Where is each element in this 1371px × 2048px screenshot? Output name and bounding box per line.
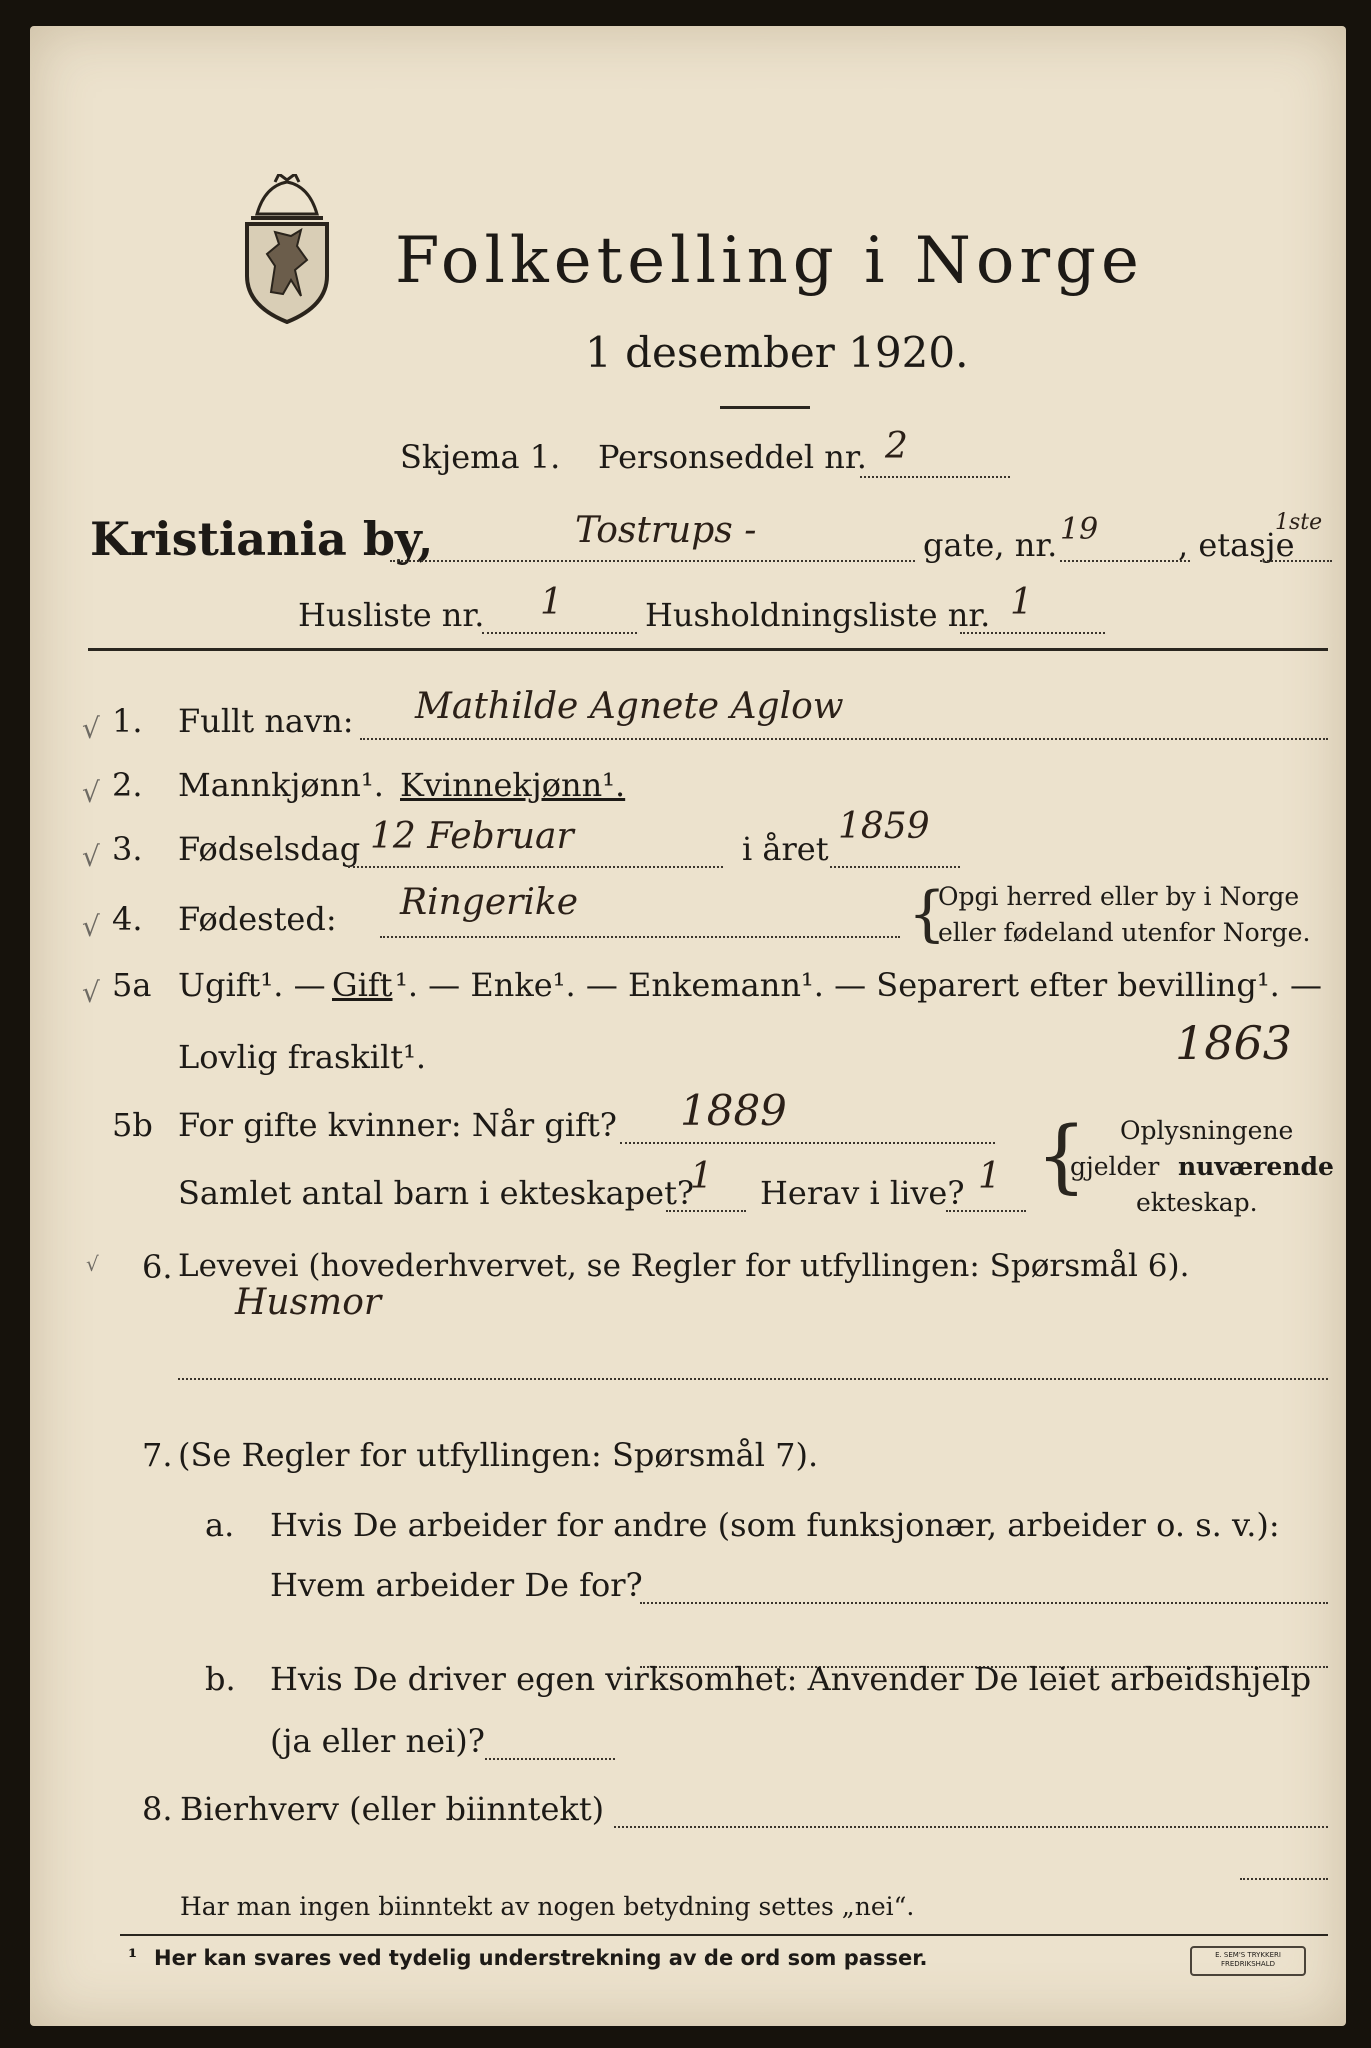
q5b-note-line1: Oplysningene	[1120, 1116, 1294, 1145]
personseddel-label: Personseddel nr.	[598, 438, 867, 476]
q7b-text: Hvis De driver egen virksomhet: Anvender De leiet arbeidshjelp	[270, 1660, 1312, 1698]
q8-line1	[614, 1826, 1328, 1828]
q7a-sub-label: Hvem arbeider De for?	[270, 1566, 643, 1604]
q4-note-line1: Opgi herred eller by i Norge	[938, 882, 1300, 911]
q8-label: Bierhverv (eller biinntekt)	[180, 1790, 605, 1828]
form-title: Folketelling i Norge	[395, 224, 1144, 298]
q4-brace: {	[908, 879, 947, 949]
q2-number: 2.	[112, 766, 143, 804]
q2-male-option: Mannkjønn¹.	[178, 766, 384, 804]
q5b-children-label: Samlet antal barn i ekteskapet?	[178, 1174, 695, 1212]
schema-label: Skjema 1.	[400, 438, 561, 476]
city-label: Kristiania by,	[90, 512, 434, 566]
q3-label: Fødselsdag	[178, 830, 361, 868]
q5b-number: 5b	[112, 1106, 153, 1144]
etasje-value: 1ste	[1275, 510, 1323, 535]
q1-line	[360, 738, 1328, 740]
q5a-number: 5a	[112, 966, 152, 1004]
footnote-text: Her kan svares ved tydelig understrekning av de ord som passer.	[154, 1946, 928, 1970]
q5b-children-value: 1	[690, 1156, 713, 1197]
q6-number: 6.	[142, 1248, 173, 1286]
norwegian-coat-of-arms-icon	[235, 174, 339, 324]
q8-note: Har man ingen biinntekt av nogen betydning settes „nei“.	[180, 1892, 915, 1921]
q3-birthday-value: 12 Februar	[370, 816, 574, 857]
q4-birthplace-value: Ringerike	[400, 882, 578, 923]
q5a-margin-annotation: 1863	[1175, 1016, 1293, 1070]
q4-line	[380, 936, 900, 938]
q1-name-value: Mathilde Agnete Aglow	[415, 686, 844, 727]
husholdning-value: 1	[1010, 582, 1033, 623]
q3-number: 3.	[112, 830, 143, 868]
number-line	[1060, 560, 1190, 562]
etasje-label: , etasje	[1178, 526, 1295, 564]
q6-label: Levevei (hovederhvervet, se Regler for utfyllingen: Spørsmål 6).	[178, 1248, 1190, 1284]
husliste-value: 1	[540, 582, 563, 623]
q7b-letter: b.	[205, 1660, 236, 1698]
q4-label: Fødested:	[178, 900, 337, 938]
personseddel-value: 2	[885, 426, 908, 467]
q7-number: 7.	[142, 1436, 173, 1474]
husholdning-line	[960, 632, 1105, 634]
q2-female-option: Kvinnekjønn¹.	[400, 766, 626, 804]
husliste-label: Husliste nr.	[298, 596, 485, 634]
q6-line	[178, 1378, 1328, 1380]
q4-note-line2: eller fødeland utenfor Norge.	[938, 918, 1311, 947]
q5b-alive-line	[946, 1210, 1026, 1212]
checkmark: √	[82, 976, 100, 1009]
husholdning-label: Husholdningsliste nr.	[645, 596, 991, 634]
checkmark: √	[86, 1252, 99, 1276]
q5a-other-options: ¹. — Enke¹. — Enkemann¹. — Separert efter bevilling¹. —	[395, 966, 1322, 1004]
printer-stamp-line1: E. SEM'S TRYKKERI	[1215, 1951, 1281, 1959]
q7a-text: Hvis De arbeider for andre (som funksjonær, arbeider o. s. v.):	[270, 1506, 1280, 1544]
q5a-fraskilt-option: Lovlig fraskilt¹.	[178, 1038, 427, 1076]
q5b-brace: {	[1036, 1109, 1087, 1202]
husliste-line	[482, 632, 637, 634]
title-rule	[720, 406, 810, 409]
q8-number: 8.	[142, 1790, 173, 1828]
q5a-ugift-option: Ugift¹. —	[178, 966, 326, 1004]
q5b-alive-label: Herav i live?	[760, 1174, 965, 1212]
q3-line	[348, 866, 723, 868]
q5b-married-line	[620, 1142, 995, 1144]
q8-line2	[1240, 1878, 1328, 1880]
q7-label: (Se Regler for utfyllingen: Spørsmål 7).	[178, 1436, 819, 1474]
q7b-line	[485, 1758, 615, 1760]
q6-occupation-value: Husmor	[235, 1282, 382, 1323]
q7b-sub-label: (ja eller nei)?	[270, 1722, 485, 1760]
footnote-mark: ¹	[128, 1944, 138, 1969]
printer-stamp-line2: FREDRIKSHALD	[1220, 1960, 1275, 1968]
q5b-note-line2b: nuværende	[1178, 1152, 1334, 1181]
q4-number: 4.	[112, 900, 143, 938]
etasje-line	[1260, 560, 1332, 562]
footer-rule	[120, 1934, 1328, 1936]
q5b-children-line	[666, 1210, 746, 1212]
q3-year-label: i året	[742, 830, 829, 868]
printer-stamp	[1190, 1946, 1306, 1976]
checkmark: √	[82, 776, 100, 809]
street-number-value: 19	[1060, 512, 1099, 547]
q5a-gift-option: Gift	[332, 966, 393, 1004]
personseddel-line	[860, 476, 1010, 478]
checkmark: √	[82, 910, 100, 943]
q3-year-value: 1859	[838, 806, 930, 847]
census-form	[30, 26, 1346, 2026]
street-value: Tostrups -	[575, 510, 757, 551]
section-divider	[88, 648, 1328, 651]
census-date: 1 desember 1920.	[585, 328, 969, 377]
street-line	[390, 560, 915, 562]
q5b-note-line2a: gjelder	[1070, 1152, 1160, 1181]
q1-number: 1.	[112, 702, 143, 740]
q5b-note-line3: ekteskap.	[1136, 1188, 1258, 1217]
gate-label: gate, nr.	[923, 526, 1058, 564]
q5b-label: For gifte kvinner: Når gift?	[178, 1106, 617, 1144]
q7a-line1	[640, 1602, 1328, 1604]
checkmark: √	[82, 712, 100, 745]
checkmark: √	[82, 840, 100, 873]
q3-year-line	[830, 866, 960, 868]
q5b-alive-value: 1	[978, 1156, 1001, 1197]
q1-label: Fullt navn:	[178, 702, 354, 740]
q5b-married-value: 1889	[680, 1086, 787, 1135]
q7a-letter: a.	[205, 1506, 235, 1544]
